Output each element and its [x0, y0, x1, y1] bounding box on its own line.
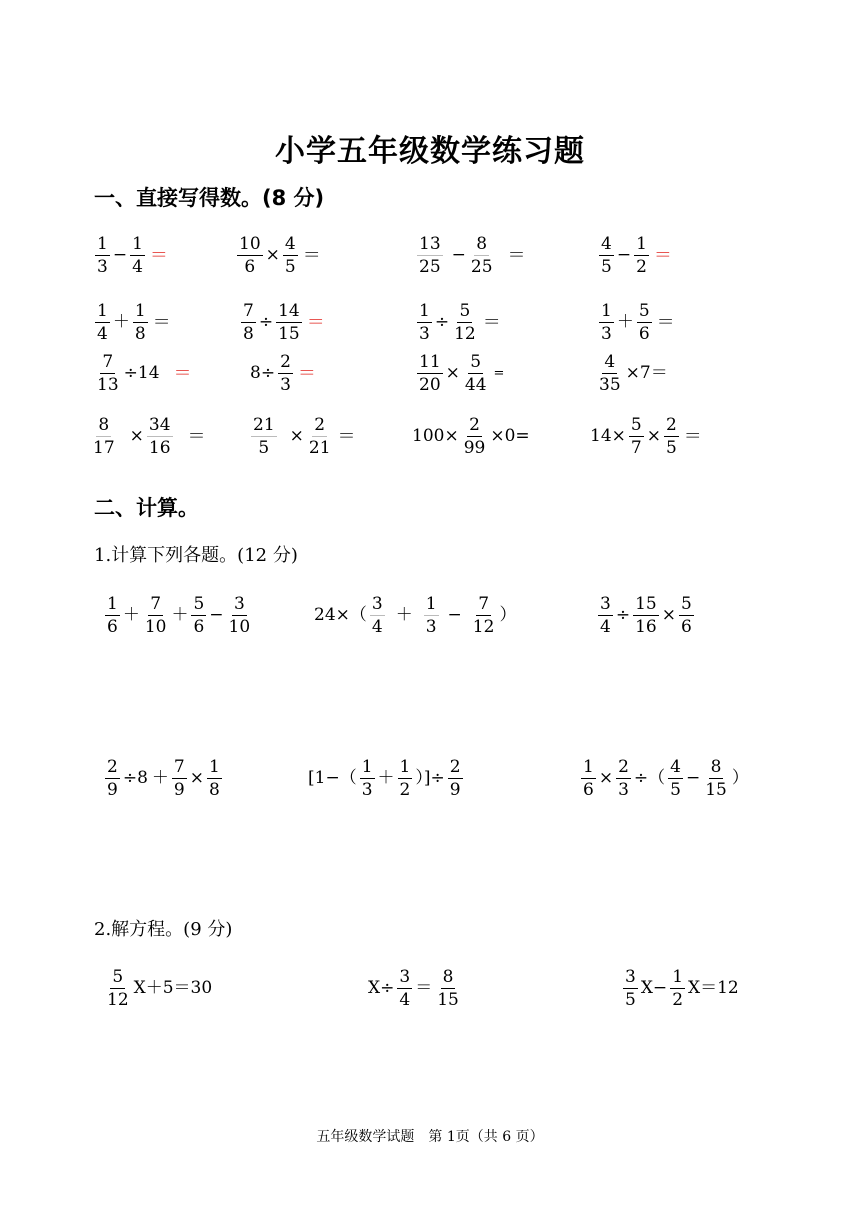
numerator: 1	[636, 234, 647, 254]
denominator: 3	[361, 780, 373, 800]
operator: −	[112, 245, 128, 265]
fraction	[95, 300, 110, 345]
operator: ）]÷	[415, 768, 445, 788]
equals-sign: ＝	[149, 244, 168, 266]
operator: −	[616, 245, 632, 265]
denominator: 44	[464, 375, 487, 395]
denominator: 15	[437, 990, 459, 1010]
problem-1-12	[596, 351, 670, 396]
numerator: 5	[630, 415, 642, 435]
problem-1-14	[250, 414, 356, 459]
fraction	[105, 593, 120, 638]
denominator: 7	[630, 438, 642, 458]
operator: ×	[661, 605, 676, 625]
operator: ＝	[187, 425, 206, 447]
fraction	[237, 233, 263, 278]
operator: =	[493, 366, 505, 381]
operator: ＋	[395, 605, 413, 625]
denominator: 4	[399, 990, 411, 1010]
fraction	[191, 593, 206, 638]
numerator: 2	[280, 352, 291, 372]
numerator: 4	[284, 234, 296, 254]
fraction	[598, 593, 613, 638]
denominator: 5	[601, 257, 612, 277]
operator: ＋	[377, 768, 395, 788]
problem-1-10	[248, 351, 316, 396]
numerator: 8	[710, 757, 722, 777]
operator: ＝	[152, 311, 171, 333]
equals-sign: ＝	[306, 311, 325, 333]
fraction	[398, 756, 413, 801]
fraction	[670, 966, 685, 1011]
numerator: 3	[600, 594, 611, 614]
fraction	[130, 233, 145, 278]
numerator: 1	[208, 757, 220, 777]
fraction	[417, 300, 432, 345]
denominator: 25	[419, 257, 441, 277]
operator: −	[209, 605, 224, 625]
denominator: 12	[107, 990, 129, 1010]
denominator: 8	[243, 324, 254, 344]
calc-4	[104, 756, 223, 801]
numerator: 5	[470, 352, 482, 372]
operator: X÷	[368, 978, 395, 998]
numerator: 8	[98, 415, 110, 435]
operator: ＋	[171, 605, 189, 625]
fraction	[703, 756, 729, 801]
numerator: 1	[361, 757, 373, 777]
problem-1-4	[598, 233, 672, 278]
problem-1-5	[94, 300, 171, 345]
fraction	[251, 414, 277, 459]
numerator: 1	[132, 234, 143, 254]
section-1-heading: 一、直接写得数。(8 分)	[94, 186, 325, 210]
fraction	[370, 593, 385, 638]
operator: ×	[598, 768, 614, 788]
operator: ＝	[302, 244, 321, 266]
numerator: 1	[399, 757, 411, 777]
fraction	[283, 233, 298, 278]
denominator: 4	[132, 257, 143, 277]
numerator: 2	[449, 757, 461, 777]
fraction	[172, 756, 187, 801]
numerator: 8	[476, 234, 488, 254]
operator: −	[451, 245, 466, 265]
problem-1-6	[240, 300, 325, 345]
denominator: 21	[308, 438, 331, 458]
operator: ×	[445, 363, 460, 383]
denominator: 3	[618, 780, 629, 800]
numerator: 14	[278, 301, 300, 321]
equation-3	[622, 966, 741, 1011]
denominator: 5	[665, 438, 677, 458]
problem-1-15	[410, 414, 532, 459]
denominator: 6	[638, 324, 650, 344]
numerator: 1	[97, 234, 108, 254]
fraction	[360, 756, 375, 801]
fraction	[105, 966, 131, 1011]
fraction	[679, 593, 694, 638]
numerator: 1	[672, 967, 684, 987]
numerator: 3	[625, 967, 636, 987]
section-2-heading: 二、计算。	[94, 496, 199, 520]
problem-1-2	[236, 233, 321, 278]
numerator: 21	[253, 415, 275, 435]
numerator: 1	[419, 301, 430, 321]
operator: 100×	[412, 426, 459, 446]
operator: 14×	[590, 426, 626, 446]
denominator: 6	[193, 617, 205, 637]
fraction	[633, 593, 659, 638]
fraction	[471, 593, 497, 638]
denominator: 6	[244, 257, 256, 277]
numerator: 1	[107, 594, 118, 614]
question-1-heading: 1.计算下列各题。(12 分)	[94, 545, 298, 566]
problem-1-1	[94, 233, 168, 278]
fraction	[629, 414, 644, 459]
problem-1-11	[416, 351, 504, 396]
numerator: 3	[399, 967, 411, 987]
operator: ＝	[337, 425, 356, 447]
fraction	[133, 300, 148, 345]
operator: [1−（	[308, 768, 357, 788]
operator: ÷	[258, 312, 274, 332]
calc-3	[597, 593, 695, 638]
operator: ＋	[122, 605, 140, 625]
denominator: 4	[371, 617, 383, 637]
equation-1	[104, 966, 214, 1011]
numerator: 5	[638, 301, 650, 321]
operator: −	[685, 768, 701, 788]
numerator: 7	[102, 352, 114, 372]
denominator: 3	[97, 257, 108, 277]
denominator: 8	[134, 324, 146, 344]
denominator: 13	[97, 375, 119, 395]
numerator: 8	[442, 967, 454, 987]
fraction	[147, 414, 173, 459]
numerator: 3	[371, 594, 383, 614]
denominator: 4	[97, 324, 108, 344]
fraction	[417, 351, 443, 396]
equals-sign: ＝	[173, 362, 192, 384]
fraction	[207, 756, 222, 801]
denominator: 5	[284, 257, 296, 277]
denominator: 6	[107, 617, 118, 637]
fraction	[424, 593, 439, 638]
fraction	[597, 351, 623, 396]
problem-1-13	[90, 414, 206, 459]
calc-6	[580, 756, 751, 801]
numerator: 4	[670, 757, 681, 777]
fraction	[462, 414, 488, 459]
fraction	[581, 756, 596, 801]
denominator: 20	[419, 375, 441, 395]
denominator: 10	[144, 617, 167, 637]
fraction	[664, 414, 679, 459]
denominator: 2	[672, 990, 684, 1010]
operator: ×	[289, 426, 304, 446]
fraction	[227, 593, 253, 638]
page-title: 小学五年级数学练习题	[275, 134, 585, 169]
operator: ＝	[482, 311, 501, 333]
numerator: 1	[97, 301, 108, 321]
numerator: 7	[173, 757, 185, 777]
question-2-heading: 2.解方程。(9 分)	[94, 919, 233, 940]
operator: ＝	[656, 311, 675, 333]
fraction	[623, 966, 638, 1011]
fraction	[278, 351, 293, 396]
numerator: 5	[459, 301, 471, 321]
denominator: 2	[399, 780, 411, 800]
denominator: 8	[208, 780, 220, 800]
fraction	[463, 351, 489, 396]
fraction	[599, 300, 614, 345]
numerator: 5	[193, 594, 205, 614]
operator: ×7＝	[625, 363, 668, 383]
fraction	[448, 756, 463, 801]
equals-sign: ＝	[297, 362, 316, 384]
operator: ÷8	[122, 768, 148, 788]
fraction	[417, 233, 443, 278]
fraction	[616, 756, 631, 801]
problem-1-7	[416, 300, 501, 345]
denominator: 17	[93, 438, 115, 458]
operator: X＋5＝30	[133, 978, 213, 998]
numerator: 5	[680, 594, 692, 614]
fraction	[105, 756, 120, 801]
denominator: 6	[583, 780, 594, 800]
equation-2	[366, 966, 462, 1011]
fraction	[469, 233, 495, 278]
fraction	[307, 414, 333, 459]
denominator: 2	[636, 257, 647, 277]
equals-sign: ＝	[653, 244, 672, 266]
numerator: 7	[150, 594, 162, 614]
denominator: 4	[600, 617, 611, 637]
operator: ＝	[507, 244, 526, 266]
denominator: 99	[463, 438, 486, 458]
numerator: 7	[478, 594, 490, 614]
numerator: 1	[583, 757, 594, 777]
denominator: 5	[670, 780, 681, 800]
denominator: 16	[148, 438, 171, 458]
calc-5	[306, 756, 464, 801]
denominator: 3	[425, 617, 437, 637]
fraction	[95, 351, 121, 396]
denominator: 16	[635, 617, 657, 637]
fraction	[452, 300, 478, 345]
fraction	[95, 233, 110, 278]
operator: 24×（	[314, 605, 367, 625]
numerator: 2	[665, 415, 677, 435]
operator: ×	[129, 426, 144, 446]
fraction	[276, 300, 302, 345]
denominator: 12	[454, 324, 476, 344]
operator: ）	[731, 768, 749, 788]
problem-1-9	[94, 351, 192, 396]
fraction	[435, 966, 461, 1011]
operator: ÷	[434, 312, 450, 332]
numerator: 2	[107, 757, 118, 777]
fraction	[637, 300, 652, 345]
numerator: 4	[604, 352, 616, 372]
numerator: 34	[148, 415, 171, 435]
denominator: 25	[470, 257, 493, 277]
numerator: 1	[134, 301, 146, 321]
numerator: 2	[314, 415, 326, 435]
denominator: 35	[599, 375, 621, 395]
denominator: 9	[449, 780, 461, 800]
denominator: 3	[601, 324, 612, 344]
operator: ＝	[683, 425, 702, 447]
operator: ＋	[616, 312, 634, 332]
fraction	[634, 233, 649, 278]
operator: ÷14	[123, 363, 160, 383]
numerator: 1	[425, 594, 437, 614]
operator: ）	[499, 605, 517, 625]
operator: ＋	[112, 312, 130, 332]
numerator: 4	[601, 234, 612, 254]
fraction	[668, 756, 683, 801]
fraction	[143, 593, 169, 638]
numerator: 3	[233, 594, 245, 614]
denominator: 15	[705, 780, 727, 800]
denominator: 5	[625, 990, 636, 1010]
denominator: 15	[278, 324, 300, 344]
problem-1-3	[416, 233, 526, 278]
fraction	[599, 233, 614, 278]
numerator: 7	[243, 301, 254, 321]
operator: −	[447, 605, 462, 625]
denominator: 12	[472, 617, 495, 637]
operator: X−	[640, 978, 668, 998]
problem-1-8	[598, 300, 675, 345]
numerator: 2	[618, 757, 629, 777]
operator: ＝	[415, 978, 433, 998]
denominator: 3	[280, 375, 291, 395]
page-footer: 五年级数学试题 第 1页（共 6 页）	[316, 1129, 544, 1145]
numerator: 11	[419, 352, 441, 372]
operator: ×	[189, 768, 204, 788]
denominator: 10	[228, 617, 251, 637]
fraction	[91, 414, 117, 459]
operator: 8÷	[250, 363, 276, 383]
operator: ÷	[615, 605, 631, 625]
numerator: 1	[601, 301, 612, 321]
calc-1	[104, 593, 253, 638]
denominator: 5	[258, 438, 270, 458]
numerator: 13	[419, 234, 441, 254]
problem-1-16	[588, 414, 702, 459]
denominator: 9	[173, 780, 185, 800]
numerator: 10	[239, 234, 261, 254]
denominator: 9	[107, 780, 118, 800]
numerator: 5	[112, 967, 124, 987]
calc-2	[312, 593, 518, 638]
numerator: 2	[469, 415, 480, 435]
fraction	[241, 300, 256, 345]
operator: ÷（	[633, 768, 666, 788]
denominator: 3	[419, 324, 430, 344]
operator: X＝12	[688, 978, 739, 998]
numerator: 15	[635, 594, 657, 614]
fraction	[397, 966, 412, 1011]
operator: ×	[646, 426, 661, 446]
denominator: 6	[680, 617, 692, 637]
operator: ＋	[151, 768, 169, 788]
operator: ×	[265, 245, 280, 265]
operator: ×0=	[490, 426, 530, 446]
